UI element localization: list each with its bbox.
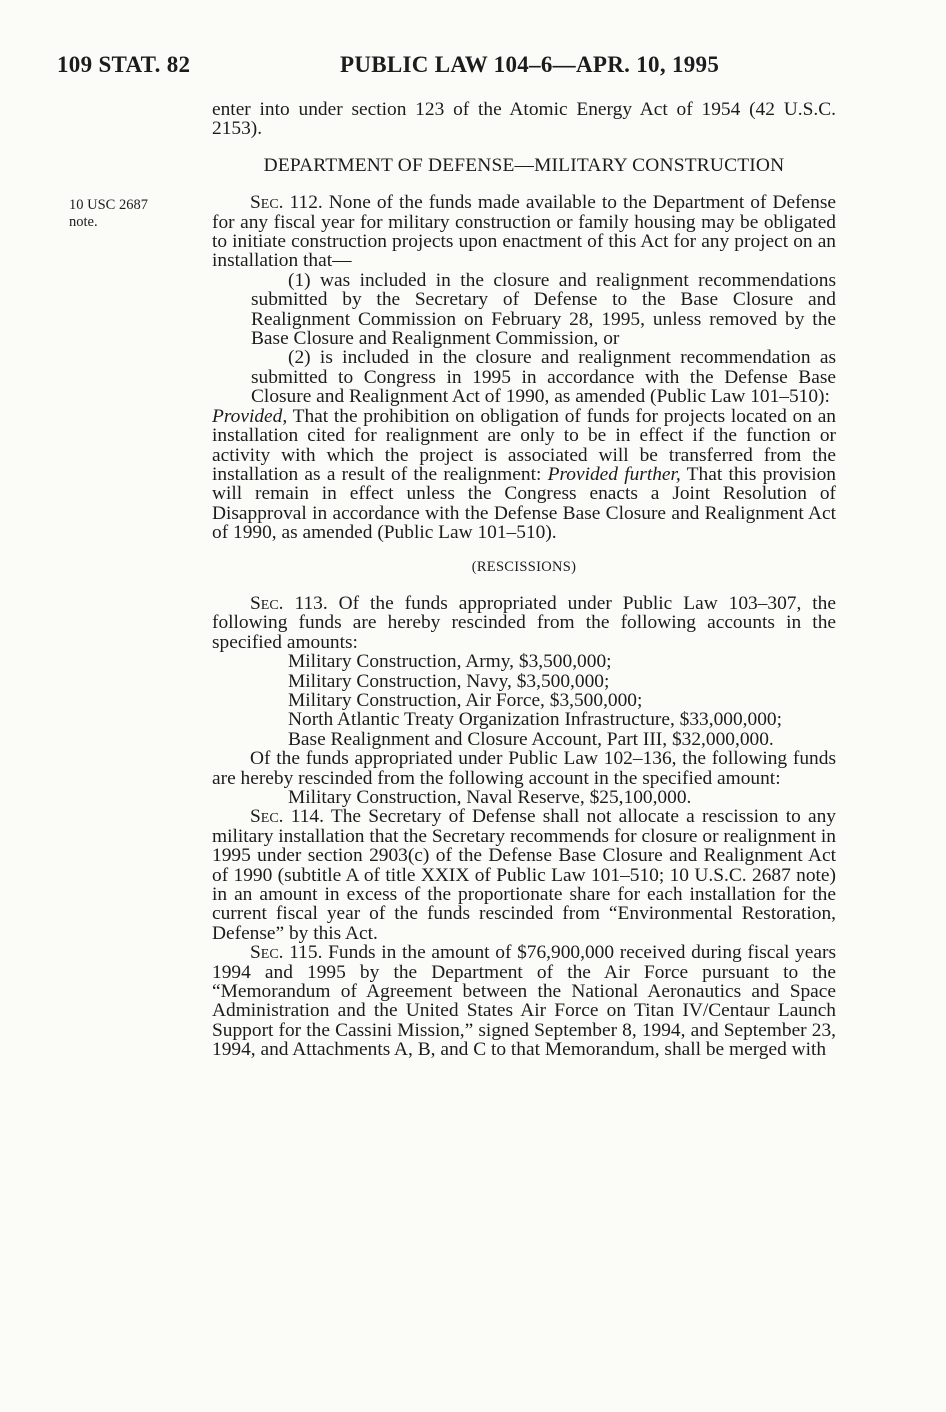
rescission-account: Military Construction, Air Force, $3,500,000; [288, 689, 643, 711]
sec-114-label: Sec. 114. [250, 806, 324, 828]
rescission-account: Military Construction, Army, $3,500,000; [288, 651, 612, 673]
statute-page-number: 109 STAT. 82 [57, 52, 191, 77]
rescission-account: Base Realignment and Closure Account, Part III, $32,000,000. [288, 728, 774, 750]
proviso-label: Provided, [212, 405, 288, 427]
rescission-account-naval-reserve: Military Construction, Naval Reserve, $25,100,000. [288, 787, 692, 808]
sec-113-text: Of the funds appropriated under Public Law 103–307, the following funds are hereby rescinded from the following accounts in the specified amounts: [212, 592, 836, 653]
sec-113-paragraph [212, 594, 836, 652]
document-body [212, 100, 836, 1060]
sec-112-item-2: (2) is included in the closure and realignment recommendation as submitted to Congress in 1995 in accordance with the Defense Base Closure and Realignment Act of 1990, as amended (Public Law 101–510): [251, 347, 836, 408]
rescissions-heading: (RESCISSIONS) [471, 558, 577, 575]
sec-112-proviso [212, 407, 836, 543]
sec-115-label: Sec. 115. [250, 942, 323, 964]
sec-113-label: Sec. 113. [250, 592, 328, 614]
page-header [57, 52, 836, 82]
sec-114-text: The Secretary of Defense shall not allocate a rescission to any military installation that the Secretary recommends for closure or realignment in 1995 under section 2903(c) of the Defense Base Closure and Realignment Act of 1990 (subtitle A of title XXIX of Public Law 101–510; 10 U.S.C. 2687 note) in an amount in excess of the proportionate share for each installation for the current fiscal year of the funds rescinded from “Environmental Restoration, Defense” by this Act. [212, 806, 836, 944]
margin-note-suffix: note. [69, 214, 98, 230]
proviso-text: That the prohibition on obligation of funds for projects located on an installation cited for realignment are only to be in effect if the function or activity with which the project is associated will be transferred from the installation as a result of the realignment: [212, 405, 836, 485]
margin-note [69, 197, 148, 231]
rescission-account: Military Construction, Navy, $3,500,000; [288, 670, 610, 692]
margin-note-citation: 10 USC 2687 [69, 197, 148, 213]
proviso-further-text: That this provision will remain in effect unless the Congress enacts a Joint Resolution of Disapproval in accordance with the Defense Base Closure and Realignment Act of 1990, as amended (Public Law 101–510). [212, 463, 836, 544]
section-heading-defense: DEPARTMENT OF DEFENSE—MILITARY CONSTRUCTION [263, 154, 785, 176]
public-law-citation: PUBLIC LAW 104–6—APR. 10, 1995 [340, 52, 720, 77]
sec-113-second-paragraph: Of the funds appropriated under Public Law 102–136, the following funds are hereby rescinded from the following account in the specified amount: [212, 748, 836, 789]
continuation-paragraph: enter into under section 123 of the Atomic Energy Act of 1954 (42 U.S.C. 2153). [212, 99, 836, 140]
sec-112-paragraph [212, 193, 836, 271]
sec-115-paragraph [212, 943, 836, 1059]
sec-114-paragraph [212, 807, 836, 943]
sec-115-text: Funds in the amount of $76,900,000 received during fiscal years 1994 and 1995 by the Department of the Air Force pursuant to the “Memorandum of Agreement between the National Aeronautics and Space Administration and the United States Air Force on Titan IV/Centaur Launch Support for the Cassini Mission,” signed September 8, 1994, and September 23, 1994, and Attachments A, B, and C to that Memorandum, shall be merged with [212, 942, 836, 1061]
sec-112-text: None of the funds made available to the Department of Defense for any fiscal year for military construction or family housing may be obligated to initiate construction projects upon enactment of this Act for any project on an installation that— [212, 192, 836, 272]
rescission-account: North Atlantic Treaty Organization Infrastructure, $33,000,000; [288, 709, 783, 731]
sec-112-label: Sec. 112. [250, 192, 323, 214]
proviso-further-label: Provided further, [547, 463, 681, 485]
sec-112-item-1: (1) was included in the closure and realignment recommendations submitted by the Secretary of Defense to the Base Closure and Realignment Commission on February 28, 1995, unless removed by the Base Closure and Realignment Commission, or [251, 269, 836, 350]
